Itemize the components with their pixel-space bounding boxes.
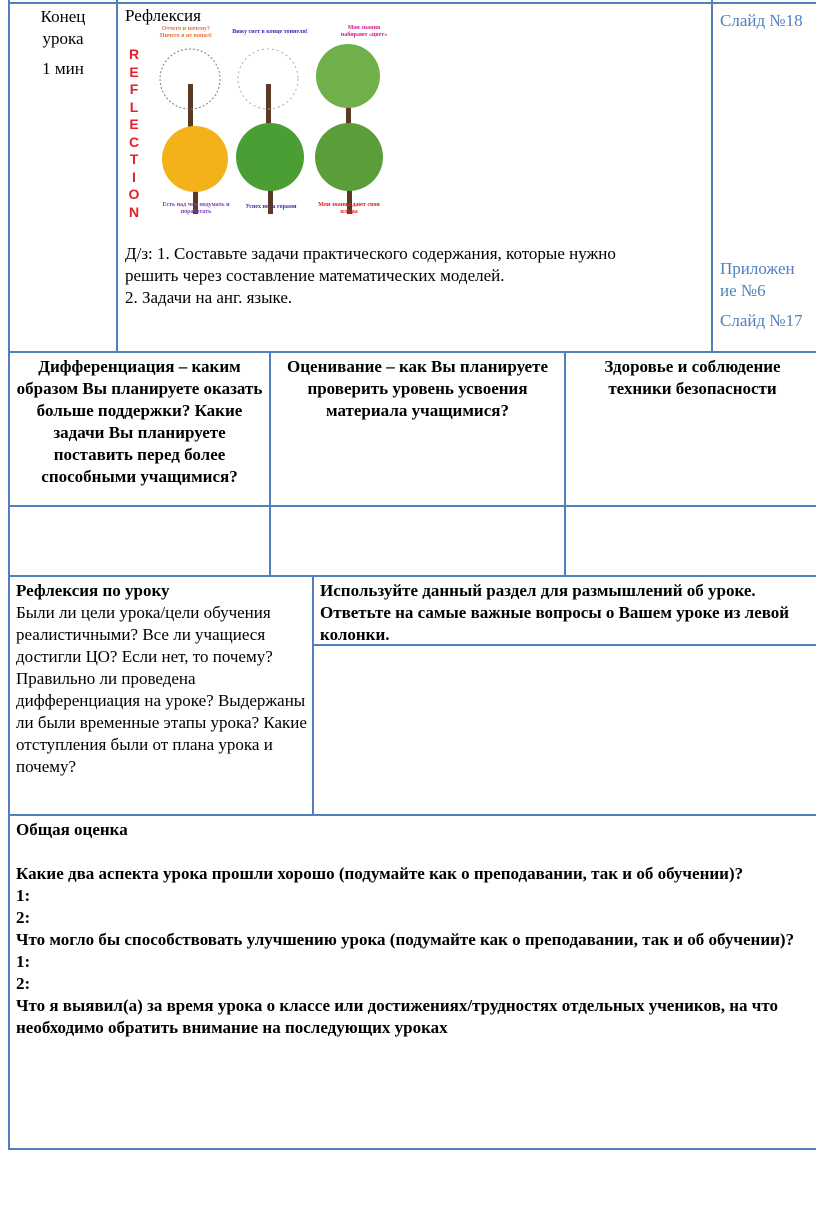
homework-line: решить через составление математических моделей. (125, 266, 505, 285)
question-went-well: Какие два аспекта урока прошли хорошо (подумайте как о преподавании, так и об обучении)? (16, 864, 744, 883)
resource-slide-18: Слайд №18 (720, 11, 803, 30)
reflection-instruction: Используйте данный раздел для размышлений об уроке. Ответьте на самые важные вопросы о Вашем уроке из левой колонки. (320, 581, 790, 644)
health-header: Здоровье и соблюдение техники безопасности (604, 357, 781, 398)
border (116, 0, 118, 352)
reflection-title: Рефлексия по уроку (16, 581, 170, 600)
homework-line: Д/з: 1. Составьте задачи практического содержания, которые нужно (125, 244, 616, 263)
answer-1-label: 1: (16, 952, 31, 971)
answer-1-label: 1: (16, 886, 31, 905)
tree-caption-6: Мои знания дают свои плоды (318, 202, 380, 215)
reflection-questions: Были ли цели урока/цели обучения реалистичными? Все ли учащиеся достигли ЦО? Если нет, то почему? Правильно ли проведена дифференциация на уроке? Выдержаны ли были временные этапы урока? Какие отступления были от плана урока и почему? (16, 603, 307, 776)
border (8, 1148, 816, 1150)
answer-2-label: 2: (16, 908, 31, 927)
border (8, 575, 816, 577)
stage-duration: 1 мин (42, 59, 84, 78)
question-improve: Что могло бы способствовать улучшению урока (подумайте как о преподавании, так и об обучении)? (16, 930, 795, 949)
border (564, 351, 566, 576)
answer-2-label: 2: (16, 974, 31, 993)
border (312, 575, 314, 815)
stage-line: урока (42, 29, 84, 48)
tree-caption-1: Отчего и почему? Ничего я не понял! (159, 26, 213, 39)
border (269, 351, 271, 576)
appendix-line: ие №6 (720, 281, 766, 300)
border (8, 351, 816, 353)
resource-slide-17: Слайд №17 (720, 311, 803, 330)
reflection-left (16, 580, 308, 778)
trees-illustration (125, 24, 390, 219)
reflection-vertical-word: REFLECTION (128, 46, 140, 220)
border (8, 505, 816, 507)
tree-caption-3: Мои знания набирают «цвет» (340, 25, 388, 38)
stage-title: Рефлексия (125, 6, 201, 25)
reflection-trees-image (125, 24, 390, 219)
lesson-stage (10, 6, 116, 80)
border (8, 814, 816, 816)
homework-line: 2. Задачи на анг. языке. (125, 288, 293, 307)
border (711, 0, 713, 352)
overall-assessment (16, 819, 811, 1039)
question-findings: Что я выявил(а) за время урока о классе или достижениях/трудностях отдельных учеников, на что необходимо обратить внимание на последующих уроках (16, 996, 779, 1037)
tree-caption-2: Вижу свет в конце тоннеля! (232, 29, 308, 35)
differentiation-header: Дифференциация – каким образом Вы планируете оказать больше поддержки? Какие задачи Вы планируете поставить перед более способными учащимися? (16, 357, 263, 486)
assessment-header: Оценивание – как Вы планируете проверить уровень усвоения материала учащимися? (287, 357, 548, 420)
overall-title: Общая оценка (16, 820, 128, 839)
resource-appendix (720, 258, 803, 332)
tree-caption-4: Есть над чем подумать и поработать (162, 202, 230, 215)
stage-line: Конец (40, 7, 86, 26)
tree-caption-5: Успех не за горами (245, 204, 297, 210)
homework (125, 243, 705, 309)
appendix-line: Приложен (720, 259, 795, 278)
border (8, 2, 816, 4)
